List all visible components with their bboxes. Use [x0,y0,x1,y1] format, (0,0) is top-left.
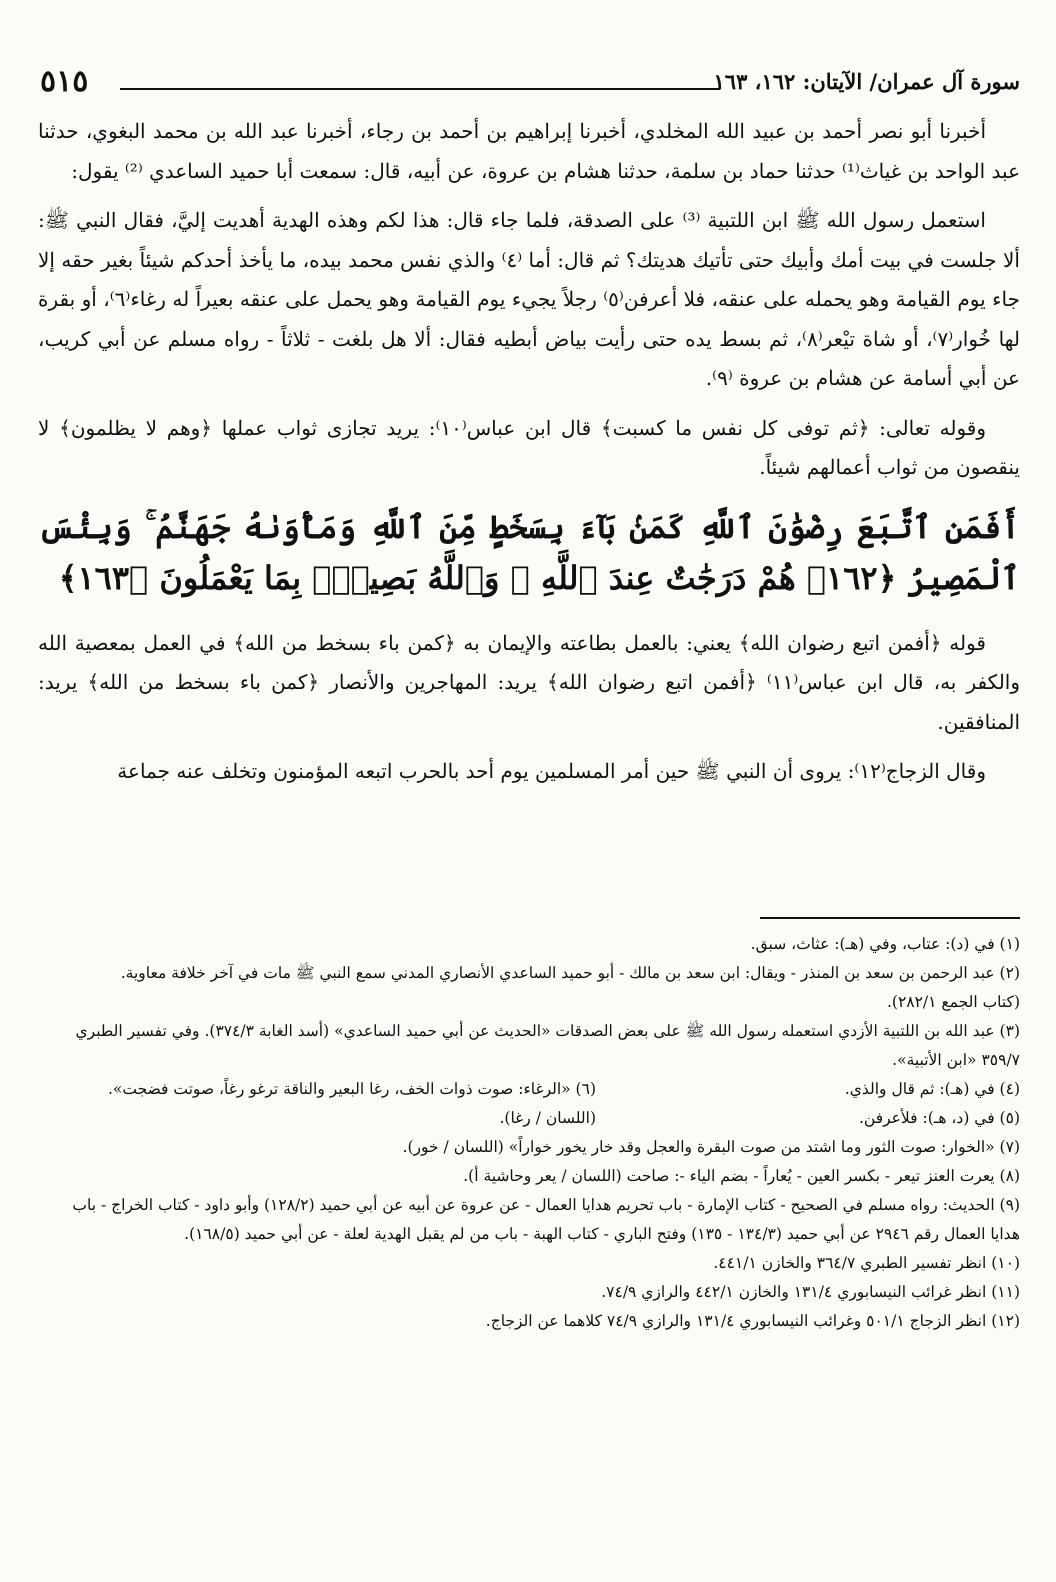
header-rule [120,88,720,90]
footnote-2: (٢) عبد الرحمن بن سعد بن المنذر - ويقال: ابن سعد بن مالك - أبو حميد الساعدي الأنصاري المدني سمع النبي ﷺ مات في آخر خلافة معاوية. [120,964,1020,982]
footnote-8: (٨) يعرت العنز تيعر - بكسر العين - يُعاراً - بضم الياء -: صاحت (اللسان / يعر وحاشية أ). [463,1167,1020,1185]
paragraph-isnad: أخبرنا أبو نصر أحمد بن عبيد الله المخلدي، أخبرنا إبراهيم بن أحمد بن رجاء، أخبرنا عبد الله بن محمد البغوي، حدثنا عبد الواحد بن غياث⁽¹⁾ حدثنا حماد بن سلمة، حدثنا هشام بن عروة، عن أبيه، قال: سمعت أبا حميد الساعدي ⁽²⁾ يقول: [38,119,1020,183]
page-number: ٥١٥ [40,64,89,99]
quran-verse: أَفَمَنِ ٱتَّبَعَ رِضْوَٰنَ ٱللَّهِ كَمَنۢ بَآءَ بِسَخَطٍ مِّنَ ٱللَّهِ وَمَأْوَىٰهُ جَهَنَّمُ ۚ وَبِئْسَ ٱلْمَصِيرُ ﴿١٦٢﴾ هُمْ دَرَجَٰتٌ عِندَ ٱللَّهِ ۗ وَٱللَّهُ بَصِيرٌۢ بِمَا يَعْمَلُونَ ﴿١٦٣﴾ [38,507,1020,597]
footnote-6-source: (اللسان / رغا). [499,1109,596,1127]
footnote-6: (٦) «الرغاء: صوت ذوات الخف، رغا البعير والناقة ترغو رغاً، صوتت فضجت». [107,1080,596,1098]
footnote-7: (٧) «الخوار: صوت الثور وما اشتد من صوت البقرة والعجل وقد خار يخور خواراً» (اللسان / خور). [402,1138,1020,1156]
main-text [38,112,1020,802]
footnote-rule [760,917,1020,919]
footnote-9: (٩) الحديث: رواه مسلم في الصحيح - كتاب الإمارة - باب تحريم هدايا العمال - عن عروة عن أبيه عن أبي حميد (١٢٨/٢) وأبو داود - كتاب الخراج - باب هدايا العمال رقم ٢٩٤٦ عن أبي حميد (١٣٤/٣ - ١٣٥) وفتح الباري - كتاب الهبة - باب من لم يقبل الهدية لعلة - عن أبي حميد (١٦٨/٥). [72,1196,1020,1243]
running-header [40,64,1020,100]
footnote-row-4-6 [56,1075,1020,1104]
footnote-12: (١٢) انظر الزجاج ٥٠١/١ وغرائب النيسابوري ١٣١/٤ والرازي ٧٤/٩ كلاهما عن الزجاج. [485,1312,1020,1330]
footnote-5: (٥) في (د، هـ): فلأعرفن. [858,1109,1020,1127]
paragraph-commentary-3: وقال الزجاج⁽١٢⁾: يروى أن النبي ﷺ حين أمر المسلمين يوم أحد بالحرب اتبعه المؤمنون وتخلف عنه جماعة [117,759,986,783]
paragraph-hadith: استعمل رسول الله ﷺ ابن اللتبية ⁽³⁾ على الصدقة، فلما جاء قال: هذا لكم وهذه الهدية أهديت إليَّ، فقال النبي ﷺ: ألا جلست في بيت أمك وأبيك حتى تأتيك هديتك؟ ثم قال: أما ⁽٤⁾ والذي نفس محمد بيده، ما يأخذ أحدكم شيئاً بغير حقه إلا جاء يوم القيامة وهو يحمله على عنقه، فلا أعرفن⁽٥⁾ رجلاً يجيء يوم القيامة وهو يحمل على عنقه بعيراً له رغاء⁽٦⁾، أو بقرة لها خُوار⁽٧⁾، أو شاة تيْعر⁽٨⁾، ثم بسط يده حتى رأيت بياض أبطيه فقال: ألا هل بلغت - ثلاثاً - رواه مسلم عن أبي كريب، عن أبي أسامة عن هشام بن عروة ⁽٩⁾. [38,208,1020,390]
paragraph-commentary-1: وقوله تعالى: ﴿ثم توفى كل نفس ما كسبت﴾ قال ابن عباس⁽١٠⁾: يريد تجازى ثواب عملها ﴿وهم لا يظلمون﴾ لا ينقصون من ثواب أعمالهم شيئاً. [38,415,1020,479]
paragraph-commentary-2: قوله ﴿أفمن اتبع رضوان الله﴾ يعني: بالعمل بطاعته والإيمان به ﴿كمن باء بسخط من الله﴾ في العمل بمعصية الله والكفر به، قال ابن عباس⁽١١⁾ ﴿أفمن اتبع رضوان الله﴾ يريد: المهاجرين والأنصار ﴿كمن باء بسخط من الله﴾ يريد: المنافقين. [38,630,1021,734]
footnote-row-5-6 [56,1104,1020,1133]
footnote-2-source: (كتاب الجمع ٢٨٢/١). [886,993,1020,1011]
footnotes [56,930,1020,1336]
footnote-3: (٣) عبد الله بن اللتبية الأزدي استعمله رسول الله ﷺ على بعض الصدقات «الحديث عن أبي حميد الساعدي» (أسد الغابة ٣٧٤/٣). وفي تفسير الطبري ٣٥٩/٧ «ابن الأتبية». [75,1022,1020,1069]
footnote-1: (١) في (د): عتاب، وفي (هـ): عثاث، سبق. [750,935,1020,953]
footnote-10: (١٠) انظر تفسير الطبري ٣٦٤/٧ والخازن ٤٤١/١. [713,1254,1020,1272]
footnote-4: (٤) في (هـ): ثم قال والذي. [844,1080,1020,1098]
running-title: سورة آل عمران/ الآيتان: ١٦٢، ١٦٣ [713,69,1020,94]
footnote-11: (١١) انظر غرائب النيسابوري ١٣١/٤ والخازن ٤٤٢/١ والرازي ٧٤/٩. [601,1283,1020,1301]
